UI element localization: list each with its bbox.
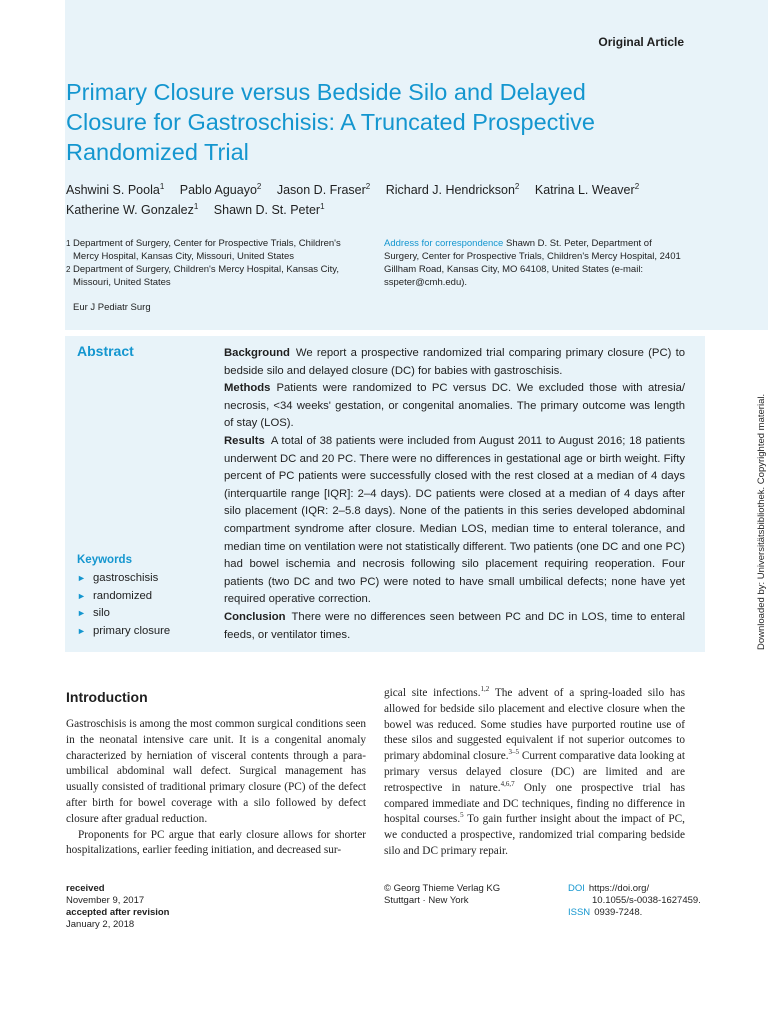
title-line: Primary Closure versus Bedside Silo and Delayed — [66, 79, 586, 105]
publisher-info: © Georg Thieme Verlag KG Stuttgart · New York — [384, 883, 501, 906]
keyword-item: ► randomized — [77, 588, 170, 606]
correspondence-label: Address for correspondence — [384, 238, 504, 249]
introduction-column-2 — [384, 686, 685, 860]
author-line-2 — [66, 200, 686, 220]
keyword-item: ► primary closure — [77, 623, 170, 641]
author: Shawn D. St. Peter$^1$ — [213, 201, 325, 217]
article-identifiers — [568, 883, 701, 919]
affiliations — [66, 237, 366, 289]
download-side-note: Downloaded by: Universitätsbibliothek. Copyrighted material. — [756, 393, 767, 650]
reference: 3–5 — [508, 748, 520, 757]
author: Ashwini S. Poola$^1$ — [66, 181, 165, 197]
abstract-background: Background We report a prospective randomized trial comparing primary closure (PC) to bedside silo and delayed closure (DC) for babies with gastroschisis. — [224, 347, 685, 377]
abstract-methods: Methods Patients were randomized to PC versus DC. We excluded those with atresia/ necrosis, <34 weeks' gestation, or congenital anomalies. The primary outcome was length of stay (LOS). — [224, 382, 685, 430]
introduction-paragraph: Proponents for PC argue that early closure allows for shorter hospitalizations, earlier feeding initiation, and decreased sur- — [66, 828, 366, 857]
article-title — [66, 77, 666, 167]
abstract-conclusion: Conclusion There were no differences seen between PC and DC in LOS, time to enteral feeds, or ventilator times. — [224, 610, 685, 641]
arrow-bullet-icon: ► — [77, 590, 86, 601]
issn-value: 0939-7248. — [594, 907, 643, 918]
introduction-column-1 — [66, 717, 366, 859]
arrow-bullet-icon: ► — [77, 625, 86, 636]
arrow-bullet-icon: ► — [77, 573, 86, 583]
doi-value[interactable]: 10.1055/s-0038-1627459. — [592, 895, 701, 906]
author: Richard J. Hendrickson$^2$ — [385, 181, 520, 197]
author: Pablo Aguayo$^2$ — [179, 181, 262, 197]
correspondence-text: Shawn D. St. Peter, Department of Surgery, Center for Prospective Trials, Children's Mercy Hospital, 2401 Gillham Road, Kansas City, MO 64108, United States (e-mail: sspeter@cmh.edu). — [384, 238, 681, 288]
author: Katherine W. Gonzalez$^1$ — [66, 201, 199, 217]
introduction-paragraph: gical site infections.$^{1,2}$ The advent of a spring-loaded silo has allowed for bedside silo placement and elective closure when the bowel was reduced. Some studies have purported routine use of these silos and suggested equivalent if not superior outcomes to primary abdominal closure.$^{3-5}$ Current comparative data looking at primary versus delayed closure (DC) are limited and are retrospective in nature.$^{4,6,7}$ Only one prospective trial has compared immediate and DC techniques, finding no difference in hospital courses.$^5$ To gain further insight about the impact of PC, we conducted a prospective, randomized trial comparing bedside silo and DC primary repair. — [384, 685, 686, 857]
author-line-1 — [66, 180, 686, 200]
article-dates: received November 9, 2017 accepted after revision January 2, 2018 — [66, 883, 170, 930]
author-list — [66, 180, 686, 220]
affiliation: 2 Department of Surgery, Children's Mercy Hospital, Kansas City, Missouri, United States — [66, 264, 339, 288]
abstract-heading: Abstract — [77, 343, 134, 359]
abstract-results: Results A total of 38 patients were included from August 2011 to August 2016; 18 patients underwent DC and 20 PC. There were no differences in gestational age or birth weight. Fifty percent of PC patients were successfully closed with the rest closed at a median of 4 days (interquartile range [IQR]: 2–4 days). DC patients were closed at a median of 4 days after silo placement (IQR: 2–5.8 days). None of the patients in this series developed abdominal compartment syndrome after closure. Median LOS, median time to enteral tolerance, and median time on ventilation were not statistically different. Two patients (one DC and one PC) had bowel ischemia and necrosis following silo placement requiring reoperation. Four patients (two DC and two PC) were noted to have small umbilical defects; none have yet required operative correction. — [224, 434, 685, 606]
affiliation: 1 Department of Surgery, Center for Prospective Trials, Children's Mercy Hospital, Kansas City, Missouri, United States — [66, 238, 341, 262]
author: Jason D. Fraser$^2$ — [276, 181, 371, 197]
keyword-item: ► gastroschisis — [77, 570, 170, 588]
reference: 1,2 — [480, 685, 490, 694]
author: Katrina L. Weaver$^2$ — [534, 181, 640, 197]
keywords-heading: Keywords — [77, 554, 132, 566]
article-type: Original Article — [598, 35, 684, 49]
issn-label: ISSN — [568, 907, 591, 918]
keyword-item: ► silo — [77, 605, 170, 623]
introduction-heading: Introduction — [66, 689, 148, 705]
abstract-body — [224, 345, 685, 644]
keywords-list — [77, 570, 170, 640]
doi-link[interactable]: https://doi.org/ — [588, 883, 650, 894]
title-line: Closure for Gastroschisis: A Truncated Prospective — [66, 109, 595, 135]
doi-label: DOI — [568, 883, 585, 894]
journal-name: Eur J Pediatr Surg — [73, 302, 151, 313]
reference: 5 — [460, 811, 464, 820]
correspondence — [384, 237, 689, 289]
arrow-bullet-icon: ► — [77, 608, 86, 619]
introduction-paragraph: Gastroschisis is among the most common surgical conditions seen in the neonatal intensive care unit. It is a congenital anomaly characterized by herniation of visceral contents through a para-umbilical abdominal wall defect. Surgical management has usually consisted of traditional primary closure (PC) of the defect after birth for bowel coverage with a silo followed by defect closure after gradual reduction. — [66, 718, 366, 825]
reference: 4,6,7 — [500, 780, 515, 789]
title-line: Randomized Trial — [66, 139, 249, 165]
